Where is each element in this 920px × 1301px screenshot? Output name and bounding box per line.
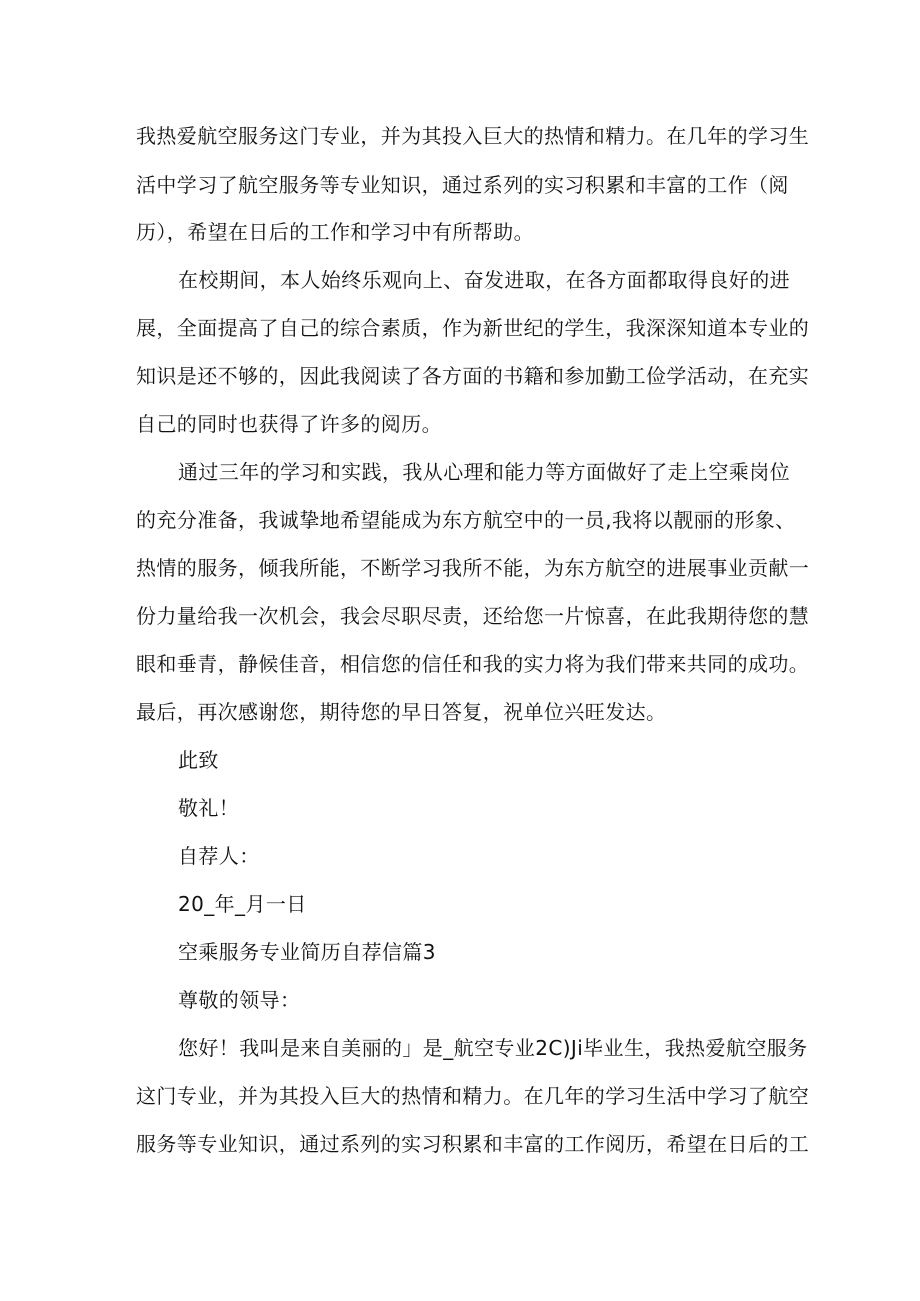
paragraph-3-line-6: 最后，再次感谢您，期待您的早日答复，祝单位兴旺发达。 xyxy=(136,700,667,724)
paragraph-3-line-2: 的充分准备，我诚挚地希望能成为东方航空中的一员,我将以靓丽的形象、 xyxy=(136,508,796,532)
paragraph-2-line-4: 自己的同时也获得了许多的阅历。 xyxy=(136,412,442,436)
signature-label: 自荐人： xyxy=(178,844,260,868)
paragraph-3-line-1: 通过三年的学习和实践，我从心理和能力等方面做好了走上空乘岗位 xyxy=(178,460,790,484)
section-title: 空乘服务专业简历自荐信篇3 xyxy=(178,940,436,964)
paragraph-2-line-3: 知识是还不够的，因此我阅读了各方面的书籍和参加勤工俭学活动，在充实 xyxy=(136,364,810,388)
paragraph-4-line-2: 这门专业，并为其投入巨大的热情和精力。在几年的学习生活中学习了航空 xyxy=(136,1084,810,1108)
paragraph-1-line-2: 活中学习了航空服务等专业知识，通过系列的实习积累和丰富的工作（阅 xyxy=(136,173,789,197)
paragraph-1-line-3: 历），希望在日后的工作和学习中有所帮助。 xyxy=(136,220,534,244)
paragraph-3-line-3: 热情的服务，倾我所能，不断学习我所不能，为东方航空的进展事业贡献一 xyxy=(136,556,810,580)
paragraph-2-line-1: 在校期间，本人始终乐观向上、奋发进取，在各方面都取得良好的进 xyxy=(178,268,790,292)
paragraph-3-line-5: 眼和垂青，静候佳音，相信您的信任和我的实力将为我们带来共同的成功。 xyxy=(136,652,810,676)
closing-line-1: 此致 xyxy=(178,748,219,772)
paragraph-4-line-3: 服务等专业知识，通过系列的实习积累和丰富的工作阅历，希望在日后的工 xyxy=(136,1132,810,1156)
paragraph-4-line-1: 您好！我叫是来自美丽的」是_航空专业2C)Ji毕业生，我热爱航空服务 xyxy=(178,1036,808,1060)
date-line: 20_年_月一日 xyxy=(178,892,307,916)
salutation: 尊敬的领导： xyxy=(178,988,301,1012)
paragraph-1-line-1: 我热爱航空服务这门专业，并为其投入巨大的热情和精力。在几年的学习生 xyxy=(136,124,810,148)
closing-line-2: 敬礼！ xyxy=(178,796,240,820)
paragraph-2-line-2: 展，全面提高了自己的综合素质，作为新世纪的学生，我深深知道本专业的 xyxy=(136,316,810,340)
paragraph-3-line-4: 份力量给我一次机会，我会尽职尽责，还给您一片惊喜，在此我期待您的慧 xyxy=(136,604,810,628)
